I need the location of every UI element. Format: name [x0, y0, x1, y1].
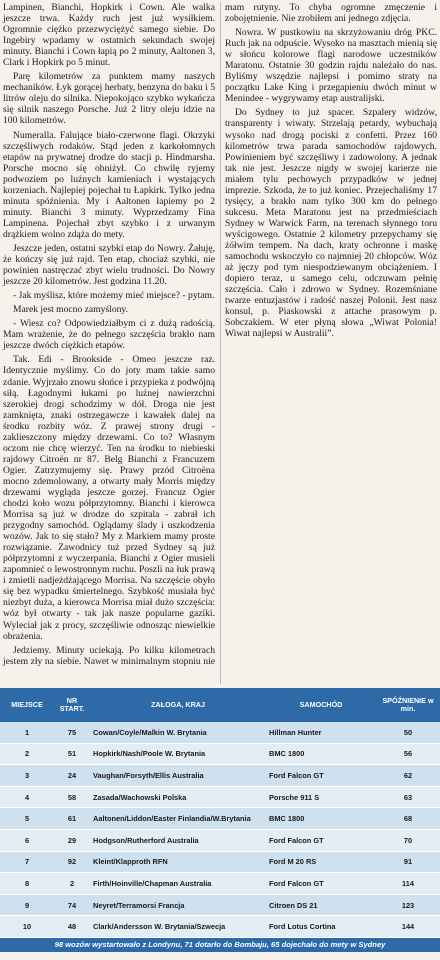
cell-delay: 70	[376, 829, 440, 851]
cell-position: 4	[0, 786, 54, 808]
header-delay: SPÓŹNIENIE w min.	[382, 696, 434, 713]
cell-delay: 68	[376, 808, 440, 830]
cell-start-number: 58	[54, 786, 90, 808]
table-row	[0, 916, 440, 938]
article-paragraph: Numeralla. Falujące biało-czerwone flagi. Okrzyki szczęśliwych rodaków. Stąd jeden z karkołomnych etapów na prywatnej drodze do stacji p. Hindmarsha. Porsche mocno się obniżył. Co chwilę ryjemy podwoziem po luźnych kamieniach i wystających korzeniach. Najlepiej pojechał tu Łapkirk. Tylko jedna minuta spóźnienia. My i Aaltonen łapiemy po 2 minuty. Bianchi 3 minuty. Wyprzedzamy Fina Lampinena. Pojechał zbyt szybko i z urwanym drążkiem wolno zdąża do mety.	[3, 129, 215, 240]
cell-car: Ford Falcon GT	[266, 829, 376, 851]
article-paragraph: - Jak myślisz, które możemy mieć miejsce? - pytam.	[13, 290, 215, 302]
table-row	[0, 894, 440, 916]
cell-car: BMC 1800	[266, 743, 376, 765]
results-footnote: 98 wozów wystartowało z Londynu, 71 dotarło do Bombaju, 65 dojechało do mety w Sydney	[0, 938, 440, 952]
cell-car: Citroen DS 21	[266, 894, 376, 916]
cell-start-number: 51	[54, 743, 90, 765]
cell-position: 7	[0, 851, 54, 873]
cell-start-number: 24	[54, 765, 90, 787]
table-row	[0, 743, 440, 765]
results-table	[0, 688, 440, 938]
cell-start-number: 74	[54, 894, 90, 916]
table-row	[0, 851, 440, 873]
cell-car: Ford Falcon GT	[266, 873, 376, 895]
cell-delay: 144	[376, 916, 440, 938]
header-crew: ZAŁOGA, KRAJ	[151, 700, 205, 709]
article-paragraph: Tak. Edi - Brookside - Omeo jeszcze raz. Identycznie myślimy. Co do joty mam takie samo zdanie. Wyjrzało znowu słońce i przypieka z podwójną siłą. Łagodnymi łukami po luźnej nawierzchni szerokiej drogi schodzimy w dół. Droga nie jest zamknięta, znaki ostrzegawcze i kawałek dalej na środku rozbity wóz. Z prawej strony drugi - zaklieszczony między drzewami. Co to? Własnym oczom nie chcę wierzyć. Ten na środku to niebieski rajdowy Citroën nr 87. Belg Bianchi z Francuzem Ogier. Zatrzymujemy się. Prawy przód Citroëna mocno zdemolowany, a otwarty mały Morris między drzewami wygląda jeszcze gorzej. Francuz Ogier chodzi koło wozu półprzytomny. Bianchi i kierowca Morrisa są już w drodze do szpitala - zabrał ich przygodny samochód. Oglądamy ślady i uszkodzenia wozów. Jak to się stało? My z Markiem mamy proste rozwiązanie. Zawodnicy tuż przed Sydney są już półprzytomni z wyczerpania. Bianchi z Ogier musieli zapomnieć o lewostronnym ruchu. Poszli na łuk prawą i zmietli nadjeżdżającego Morrisa. Na szczęście obyło się bez wypadku śmiertelnego. Szybkość musiała być niezbyt duża, a kierowca Morrisa miał dużo szczęścia: wóz był otwarty - tak jak nasze popularne gaziki. Wyleciał jak z procy, szczęśliwie odnosząc niewielkie obrażenia.	[3, 354, 215, 642]
cell-position: 9	[0, 894, 54, 916]
article-paragraph: Nowra. W pustkowiu na skrzyżowaniu dróg PKC. Ruch jak na odpuście. Wysoko na masztach mienią się w słońcu kolorowe flagi narodowe uczestników Maratonu. Ostatnie 30 godzin rajdu należało do nas. Byliśmy wszędzie najlepsi i pomimo straty na początku Lake King i przegapieniu dwóch minut w Menindee - wygrywamy etap australijski.	[225, 27, 437, 105]
cell-crew: Zasada/Wachowski Polska	[90, 786, 266, 808]
cell-delay: 56	[376, 743, 440, 765]
cell-delay: 123	[376, 894, 440, 916]
cell-car: Ford M 20 RS	[266, 851, 376, 873]
cell-crew: Neyret/Terramorsi Francja	[90, 894, 266, 916]
cell-position: 8	[0, 873, 54, 895]
article-paragraph: Lampinen, Bianchi, Hopkirk i Cown. Ale walka jeszcze trwa. Każdy ruch jest już wysiłkiem. Ogromnie ciężko przezwyciężyć samego siebie. Do Ingebiry wpadamy w ostatnich sekundach swojej minuty. Bianchi i Cown łapią po 2 minuty, Aaltonen 3, Clark i Hopkirk po 5 minut.	[3, 2, 215, 69]
cell-car: Hillman Hunter	[266, 722, 376, 743]
cell-start-number: 92	[54, 851, 90, 873]
cell-crew: Cowan/Coyle/Malkin W. Brytania	[90, 722, 266, 743]
cell-crew: Clark/Andersson W. Brytania/Szwecja	[90, 916, 266, 938]
cell-start-number: 48	[54, 916, 90, 938]
cell-start-number: 2	[54, 873, 90, 895]
cell-crew: Aaltonen/Liddon/Easter Finlandia/W.Brytania	[90, 808, 266, 830]
header-start-number: NR START.	[59, 696, 85, 713]
cell-crew: Firth/Hoinville/Chapman Australia	[90, 873, 266, 895]
article-paragraph: Jeszcze jeden, ostatni szybki etap do Nowry. Żałuję, że kończy się już rajd. Ten etap, chociaż szybki, nie powinien nastręczać zbyt wielu trudności. Do Nowry jeszcze 20 kilometrów. Jest godzina 11.20.	[3, 242, 215, 288]
article-paragraph: Jedziemy. Minuty uciekają. Po kilku kilometrach jestem zły na siebie. Nawet w minimalnym stopniu nie mam rutyny. To chyba ogromne zmęczenie i zobojętnienie. Nie zrobiłem ani jednego zdjęcia.	[3, 2, 437, 667]
cell-crew: Vaughan/Forsyth/Ellis Australia	[90, 765, 266, 787]
results-body	[0, 722, 440, 937]
results-table-section	[0, 688, 440, 952]
cell-car: BMC 1800	[266, 808, 376, 830]
cell-car: Ford Falcon GT	[266, 765, 376, 787]
article-paragraph: Parę kilometrów za punktem mamy naszych mechaników. Łyk gorącej herbaty, benzyna do baku i 5 litrów oleju do silnika. Niepokojąco szybko wykańcza się silnik naszego Porsche. Już 2 litry oleju idzie na 100 kilometrów.	[3, 71, 215, 127]
cell-position: 2	[0, 743, 54, 765]
cell-crew: Hopkirk/Nash/Poole W. Brytania	[90, 743, 266, 765]
cell-start-number: 29	[54, 829, 90, 851]
cell-start-number: 75	[54, 722, 90, 743]
cell-delay: 62	[376, 765, 440, 787]
table-row	[0, 765, 440, 787]
cell-start-number: 61	[54, 808, 90, 830]
article-paragraph: Do Sydney to już spacer. Szpalery widzów, transparenty i wiwaty. Strzelają petardy, wybuchają wysoko nad drogą pociski z confetti. Przez 160 kilometrów trwa parada samochodów rajdowych. Powinieniem być szczęśliwy i zadowolony. A jednak tak nie jest. Jeszcze nigdy w swojej karierze nie miałem tylu pechowych przypadków w jednej imprezie. Szkoda, że to już koniec. Przejechaliśmy 17 tysięcy, a brakło nam tylko 300 km do pełnego sukcesu. Meta Maratonu jest na przedmieściach Sydney w Warwick Farm, na terenach słynnego toru wyścigowego. Ostatnie 2 kilometry przepychamy się żółwim tempem. Na dach, kraty ochronne i maskę samochodu wskoczyło co najmniej 20 chłopców. Wóz aż jęczy pod tym niespodziewanym obciążeniem. I dopiero teraz, u samego celu, odczuwam pełnię szczęścia. Cało i zdrowo w Sydney. Rozemśniane twarze entuzjastów i radość naszej Polonii. Jest nasz konsul, p. Piaskowski z attache prasowym p. Sobczakiem. W eter płyną słowa „Wiwat Polonia! Wiwat najlepsi w Australii”.	[225, 107, 437, 340]
cell-car: Porsche 911 S	[266, 786, 376, 808]
table-row	[0, 873, 440, 895]
table-row	[0, 722, 440, 743]
cell-delay: 63	[376, 786, 440, 808]
results-header-row	[0, 688, 440, 722]
cell-position: 10	[0, 916, 54, 938]
cell-delay: 50	[376, 722, 440, 743]
article-body	[3, 2, 437, 684]
cell-crew: Hodgson/Rutherford Australia	[90, 829, 266, 851]
cell-position: 5	[0, 808, 54, 830]
cell-crew: Kleint/Klapproth RFN	[90, 851, 266, 873]
cell-position: 1	[0, 722, 54, 743]
cell-delay: 114	[376, 873, 440, 895]
article-paragraph: - Wiesz co? Odpowiedziałbym ci z dużą radością. Mam wrażenie, że do pełnego szczęścia brakło nam jeszcze dwóch ciężkich etapów.	[3, 318, 215, 352]
article-paragraph: Marek jest mocno zamyślony.	[13, 304, 129, 316]
header-car: SAMOCHÓD	[299, 700, 343, 709]
cell-position: 6	[0, 829, 54, 851]
header-position: MIEJSCE	[11, 700, 43, 709]
table-row	[0, 808, 440, 830]
cell-position: 3	[0, 765, 54, 787]
cell-car: Ford Lotus Cortina	[266, 916, 376, 938]
table-row	[0, 786, 440, 808]
cell-delay: 91	[376, 851, 440, 873]
table-row	[0, 829, 440, 851]
